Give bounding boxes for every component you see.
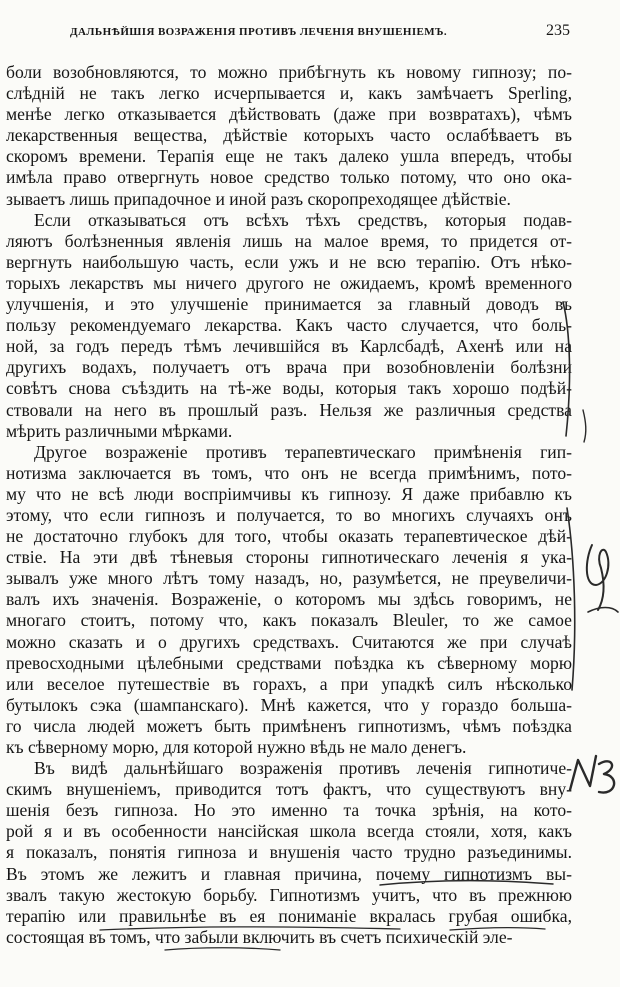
underline-mark (380, 881, 553, 885)
text-line: имѣла право отвергнуть новое средство только потому, что оно ока- (6, 167, 572, 188)
margin-scribble-mark (588, 608, 618, 613)
margin-tick-mark (583, 410, 586, 442)
text-line: зываетъ лишь припадочное и иной разъ скоропреходящее дѣйствіе. (6, 188, 511, 209)
text-line: го числа людей можетъ быть примѣненъ гипнотизмъ, чѣмъ поѣздка (6, 715, 572, 736)
text-line: нотизма заключается въ томъ, что онъ не всегда примѣнимъ, пото- (6, 462, 572, 483)
text-line: лекарственныя вещества, дѣйствіе которыхъ часто ослабѣваетъ въ (6, 125, 572, 146)
text-line: совѣтъ снова съѣздить на тѣ-же воды, которыя такъ хорошо подѣй- (6, 378, 572, 399)
text-line: другихъ водахъ, получаетъ отъ врача при возобновленіи болѣзни (6, 357, 572, 378)
text-line: Въ видѣ дальнѣйшаго возраженія противъ леченія гипнотиче- (34, 758, 572, 779)
text-line: терапію или правильнѣе въ ея пониманіе вкралась грубая ошибка, (6, 905, 572, 926)
nb-letter-stroke (570, 756, 596, 790)
text-line: превосходными цѣлебными средствами поѣздка къ сѣверному морю (6, 652, 572, 673)
text-line: му что не всѣ люди воспріимчивы къ гипнозу. Я даже прибавлю къ (6, 483, 572, 504)
margin-bracket-line (567, 508, 575, 690)
text-line: бутылокъ сэка (шампанскаго). Мнѣ кажется, что у гораздо больша- (6, 694, 572, 715)
underline-mark (100, 927, 400, 930)
text-line: или веселое путешествіе въ горахъ, а при упадкѣ силъ нѣсколько (6, 673, 572, 694)
text-line: я показалъ, понятія гипноза и внушенія часто трудно разъединимы. (6, 842, 572, 863)
text-line: этому, что если гипнозъ и получается, то во многихъ случаяхъ онъ (6, 504, 572, 525)
text-line: звалъ такую жестокую борьбу. Гипнотизмъ учитъ, что въ прежнюю (6, 884, 572, 905)
text-line: Въ этомъ же лежитъ и главная причина, почему гипнотизмъ вы- (6, 863, 572, 884)
margin-bracket-line (563, 302, 570, 436)
text-line: скимъ внушеніемъ, приводится тотъ фактъ, что существуютъ вну- (6, 779, 572, 800)
text-line: ствіе. На эти двѣ тѣневыя стороны гипнотическаго леченія я ука- (6, 547, 572, 568)
text-line: состоящая въ томъ, что забыли включить въ счетъ психическій эле- (6, 926, 513, 947)
text-line: улучшенія, и это улучшеніе принимается за главный доводъ въ (6, 294, 572, 315)
margin-scribble-mark (587, 545, 609, 610)
text-line: къ сѣверному морю, для которой нужно вѣдь не мало денегъ. (6, 737, 467, 757)
text-line: боли возобновляются, то можно прибѣгнуть къ новому гипнозу; по- (6, 62, 572, 82)
text-line: Если отказываться отъ всѣхъ тѣхъ средствъ, которыя подав- (34, 209, 572, 230)
text-line: вергнуть наибольшую часть, если ужъ и не всю терапію. Отъ нѣко- (6, 251, 572, 272)
text-line: ствовали на него въ прошлый разъ. Нельзя же различныя средства (6, 399, 572, 420)
text-line: валъ ихъ значенія. Возраженіе, о которомъ мы здѣсь говоримъ, не (6, 589, 572, 610)
text-line: ляютъ болѣзненныя явленія лишь на малое время, то придется от- (6, 230, 572, 251)
nb-letter-stroke (599, 761, 614, 792)
text-line: мѣрить различными мѣрками. (6, 420, 233, 441)
text-line: можно сказать и о другихъ средствахъ. Считаются же при случаѣ (6, 631, 572, 652)
text-line: шенія безъ гипноза. Но это именно та точка зрѣнія, на кото- (6, 800, 572, 821)
text-line: ной, за годъ передъ тѣмъ лечившійся въ Карлсбадѣ, Ахенѣ или на (6, 336, 572, 357)
text-line: торыхъ лекарствъ мы ничего другого не ожидаемъ, кромѣ временного (6, 272, 572, 293)
underline-mark (450, 928, 545, 930)
text-line: слѣдній не такъ легко исчерпывается и, какъ замѣчаетъ Sperling, (6, 83, 572, 104)
text-line: менѣе легко отказывается дѣйствовать (даже при возвратахъ), чѣмъ (6, 104, 572, 125)
text-line: не достаточно глубокъ для того, чтобы оказать терапевтическое дѣй- (6, 526, 572, 547)
text-line: рой я и въ особенности нансійская школа всегда стояли, хотя, какъ (6, 821, 572, 842)
running-title: ДАЛЬНѢЙШІЯ ВОЗРАЖЕНІЯ ПРОТИВЪ ЛЕЧЕНІЯ ВНУШЕНІЕМЪ. (70, 26, 448, 38)
text-line: зывалъ уже много лѣтъ тому назадъ, но, разумѣется, не преувеличи- (6, 568, 572, 589)
text-line: пользу рекомендуемаго лекарства. Какъ часто случается, что боль- (6, 315, 572, 336)
page-number: 235 (546, 22, 570, 39)
text-line: скоромъ времени. Терапія еще не такъ далеко ушла впередъ, чтобы (6, 146, 572, 167)
underline-mark (165, 948, 280, 950)
text-line: многаго стоитъ, потому что, какъ показалъ Bleuler, то же самое (6, 610, 572, 631)
text-line: Другое возраженіе противъ терапевтическаго примѣненія гип- (34, 441, 572, 462)
